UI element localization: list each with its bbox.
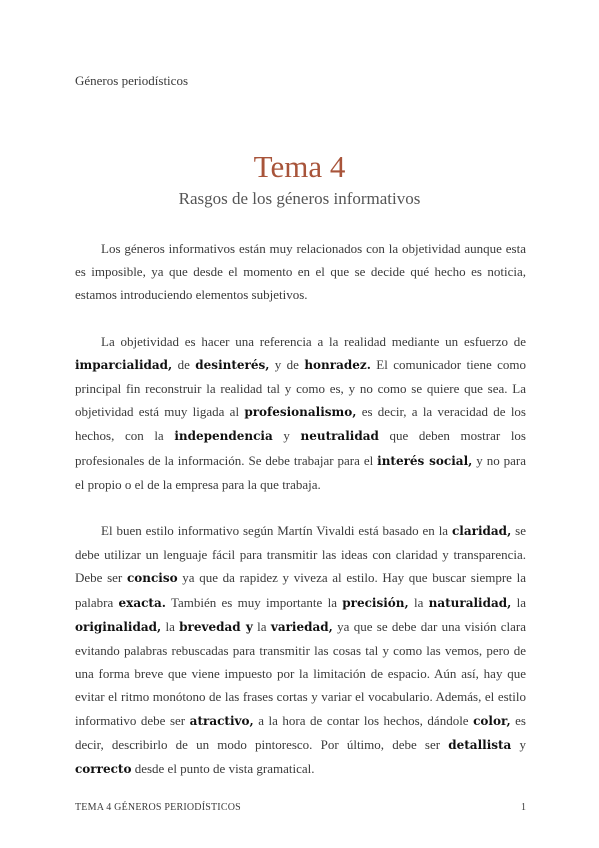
bold-term: interés social, bbox=[377, 453, 473, 468]
bold-term: imparcialidad, bbox=[75, 357, 173, 372]
bold-term: independencia bbox=[174, 429, 273, 444]
text-run: y bbox=[511, 736, 526, 752]
running-header: Géneros periodísticos bbox=[75, 73, 189, 88]
footer-label: TEMA 4 GÉNEROS PERIODÍSTICOS bbox=[75, 802, 241, 813]
paragraph-1 bbox=[75, 237, 526, 307]
text-run: la bbox=[161, 618, 180, 634]
text-run: También es muy importante la bbox=[165, 594, 343, 610]
chapter-subtitle: Rasgos de los géneros informativos bbox=[178, 189, 421, 208]
text-run: la bbox=[511, 594, 526, 610]
bold-term: honradez. bbox=[304, 357, 371, 372]
title-block bbox=[0, 148, 599, 210]
text-run: desde el punto de vista gramatical. bbox=[131, 761, 315, 777]
paragraph-3 bbox=[75, 519, 526, 781]
text-run: Los géneros informativos están muy relacionados con la objetividad aunque esta es imposible, ya que desde el momento en el que se decide qué hecho es noticia, estamos introduciendo elementos subjetivos. bbox=[75, 241, 526, 303]
bold-term: conciso bbox=[126, 571, 178, 586]
text-run: El buen estilo informativo según Martín Vivaldi está basado en la bbox=[101, 523, 452, 539]
paragraph-2 bbox=[75, 330, 526, 496]
bold-term: neutralidad bbox=[300, 429, 379, 444]
bold-term: desinterés, bbox=[195, 357, 270, 372]
body-text bbox=[75, 237, 526, 804]
text-run: La objetividad es hacer una referencia a la realidad mediante un esfuerzo de bbox=[101, 333, 526, 349]
text-run: El comunicador tiene como principal fin reconstruir la realidad tal y como es, y no como se quiere que sea. La objetividad está muy ligada al bbox=[75, 356, 526, 420]
text-run: la bbox=[252, 618, 271, 634]
bold-term: color, bbox=[473, 713, 511, 728]
text-run: es decir, a la veracidad de los hechos, con la bbox=[75, 404, 526, 444]
page-number: 1 bbox=[521, 802, 526, 813]
bold-term: detallista bbox=[448, 737, 512, 752]
bold-term: precisión, bbox=[342, 595, 409, 610]
text-run: ya que da rapidez y viveza al estilo. Hay que buscar siempre la palabra bbox=[75, 570, 526, 610]
text-run: que deben mostrar los profesionales de la información. Se debe trabajar para el bbox=[75, 428, 526, 468]
text-run: a la hora de contar los hechos, dándole bbox=[253, 712, 474, 728]
text-run: de bbox=[172, 356, 196, 372]
bold-term: brevedad y bbox=[179, 619, 253, 634]
text-run: y de bbox=[269, 356, 305, 372]
text-run: la bbox=[408, 594, 429, 610]
bold-term: atractivo, bbox=[189, 713, 254, 728]
text-run: y bbox=[272, 428, 301, 444]
bold-term: claridad, bbox=[451, 524, 512, 539]
text-run: se debe utilizar un lenguaje fácil para transmitir las ideas con claridad y transparencia. Debe ser bbox=[75, 523, 526, 586]
bold-term: naturalidad, bbox=[428, 595, 512, 610]
bold-term: profesionalismo, bbox=[244, 405, 357, 420]
text-run: ya que se debe dar una visión clara evitando palabras rebuscadas para transmitir las cosas tal y como las vemos, pero de una forma breve que viene impuesto por la limitación de espacio. Aún así, hay que evitar el ritmo monótono de las frases cortas y variar el vocabulario. Además, el estilo informativo debe ser bbox=[75, 618, 526, 728]
bold-term: originalidad, bbox=[75, 619, 162, 634]
text-run: y no para el propio o el de la empresa para la que trabaja. bbox=[75, 452, 526, 492]
text-run: es decir, describirlo de un modo pintoresco. Por último, debe ser bbox=[75, 712, 526, 752]
chapter-title: Tema 4 bbox=[253, 149, 346, 184]
bold-term: variedad, bbox=[270, 619, 333, 634]
bold-term: exacta. bbox=[118, 595, 166, 610]
bold-term: correcto bbox=[75, 762, 132, 777]
